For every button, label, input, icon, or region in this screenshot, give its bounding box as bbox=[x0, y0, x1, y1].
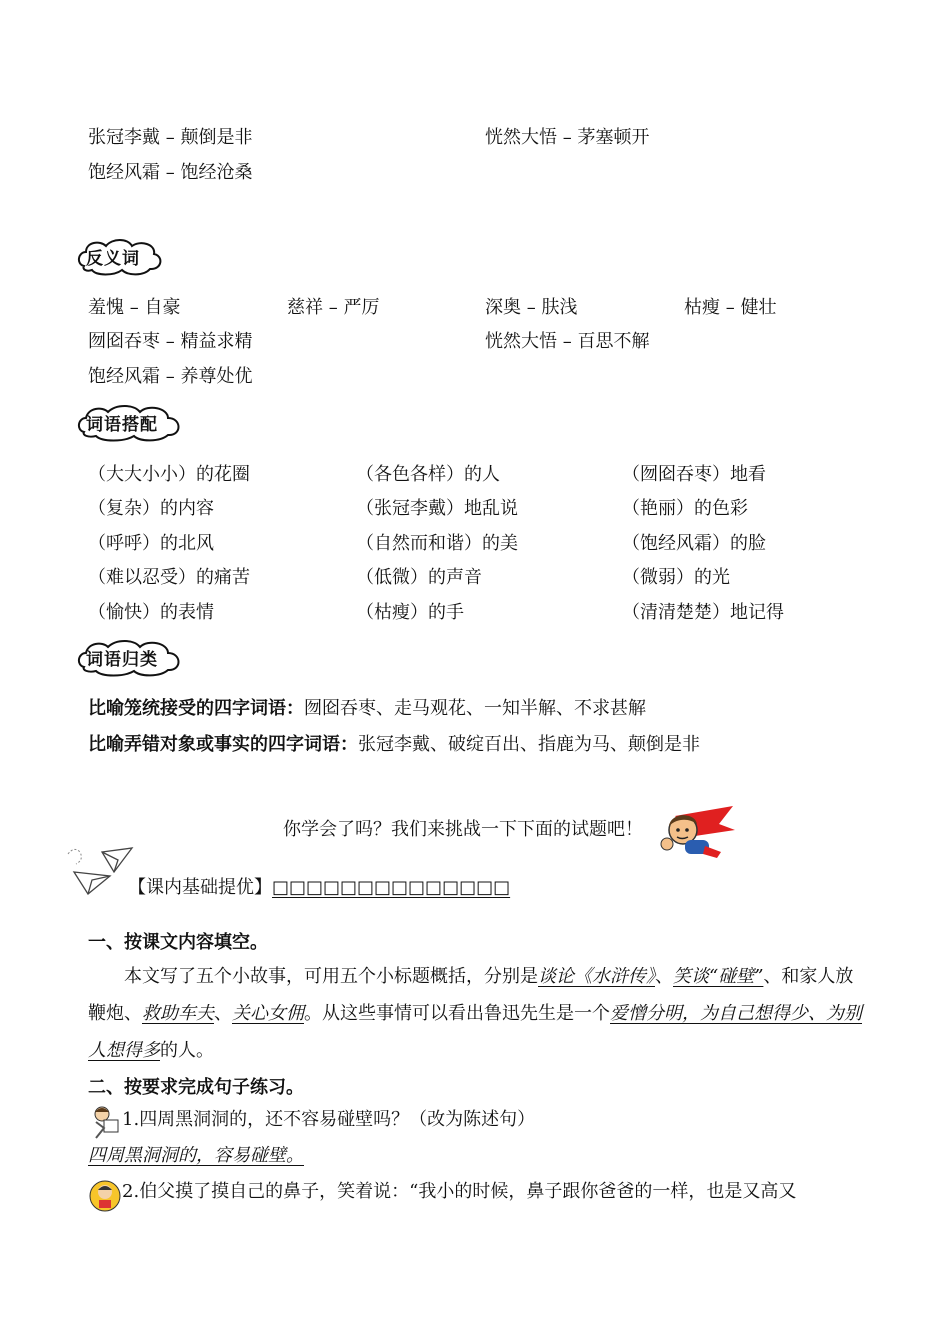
collocation-4-3: （微弱）的光 bbox=[622, 567, 730, 588]
question-2-item-1 bbox=[122, 1108, 535, 1132]
q1-answer-3: 救助车夫 bbox=[142, 1003, 214, 1024]
q2-item-2-text: 伯父摸了摸自己的鼻子，笑着说：“我小的时候，鼻子跟你爸爸的一样，也是又高又 bbox=[139, 1181, 797, 1202]
antonym-1: 羞愧 – 自豪 bbox=[88, 297, 181, 318]
classification-line-1-label: 比喻笼统接受的四字词语： bbox=[88, 698, 304, 719]
classification-line-2 bbox=[88, 733, 700, 757]
collocation-1-1: （大大小小）的花圈 bbox=[88, 464, 250, 485]
synonym-row-1-left: 张冠李戴 – 颠倒是非 bbox=[88, 127, 253, 148]
collocation-5-3: （清清楚楚）地记得 bbox=[622, 602, 784, 623]
section-header bbox=[128, 876, 510, 900]
synonym-row-2-left: 饱经风霜 – 饱经沧桑 bbox=[88, 162, 253, 183]
q1-answer-2: 笑谈“碰壁” bbox=[673, 966, 764, 987]
q1-answer-1: 谈论《水浒传》 bbox=[538, 966, 655, 987]
question-2-item-2 bbox=[122, 1180, 796, 1204]
collocation-5-2: （枯瘦）的手 bbox=[356, 602, 464, 623]
collocation-2-2: （张冠李戴）地乱说 bbox=[356, 498, 518, 519]
collocation-4-2: （低微）的声音 bbox=[356, 567, 482, 588]
question-2-title: 二、按要求完成句子练习。 bbox=[88, 1077, 304, 1098]
section-header-title: □□□□□□□□□□□□□□ bbox=[272, 877, 511, 898]
antonym-3: 深奥 – 肤浅 bbox=[485, 297, 578, 318]
student-avatar-icon bbox=[88, 1178, 122, 1214]
collocation-5-1: （愉快）的表情 bbox=[88, 602, 214, 623]
collocation-4-1: （难以忍受）的痛苦 bbox=[88, 567, 250, 588]
superhero-icon bbox=[655, 800, 737, 862]
q1-text-6: 的人。 bbox=[160, 1040, 214, 1061]
collocation-3-3: （饱经风霜）的脸 bbox=[622, 533, 766, 554]
classification-line-1 bbox=[88, 697, 646, 721]
collocation-2-3: （艳丽）的色彩 bbox=[622, 498, 748, 519]
q1-text-1: 本文写了五个小故事，可用五个小标题概括，分别是 bbox=[124, 966, 538, 987]
student-reading-icon bbox=[88, 1104, 124, 1140]
collocation-2-1: （复杂）的内容 bbox=[88, 498, 214, 519]
synonym-row-1-right: 恍然大悟 – 茅塞顿开 bbox=[485, 127, 650, 148]
collocation-3-1: （呼呼）的北风 bbox=[88, 533, 214, 554]
collocation-heading-cloud bbox=[76, 402, 184, 442]
q1-text-4: 、 bbox=[214, 1003, 232, 1024]
classification-line-2-label: 比喻弄错对象或事实的四字词语： bbox=[88, 734, 358, 755]
collocation-1-3: （囫囵吞枣）地看 bbox=[622, 464, 766, 485]
q1-text-2: 、 bbox=[655, 966, 673, 987]
section-header-bracket: 【课内基础提优】 bbox=[128, 877, 272, 898]
q2-item-1-answer: 四周黑洞洞的，容易碰壁。 bbox=[88, 1145, 304, 1166]
classification-line-2-text: 张冠李戴、破绽百出、指鹿为马、颠倒是非 bbox=[358, 734, 700, 755]
classification-heading: 词语归类 bbox=[86, 650, 158, 670]
q1-text-5: 。从这些事情可以看出鲁迅先生是一个 bbox=[304, 1003, 610, 1024]
antonym-4: 枯瘦 – 健壮 bbox=[684, 297, 777, 318]
classification-heading-cloud bbox=[76, 637, 184, 677]
collocation-3-2: （自然而和谐）的美 bbox=[356, 533, 518, 554]
antonym-5: 囫囵吞枣 – 精益求精 bbox=[88, 331, 253, 352]
antonym-6: 恍然大悟 – 百思不解 bbox=[485, 331, 650, 352]
antonym-2: 慈祥 – 严厉 bbox=[287, 297, 380, 318]
q2-item-1-text: 四周黑洞洞的，还不容易碰壁吗？（改为陈述句） bbox=[139, 1109, 536, 1130]
paper-plane-icon bbox=[66, 842, 136, 896]
classification-line-1-text: 囫囵吞枣、走马观花、一知半解、不求甚解 bbox=[304, 698, 646, 719]
antonym-heading-cloud bbox=[76, 236, 164, 276]
q2-item-2-number: 2. bbox=[122, 1181, 140, 1202]
collocation-heading: 词语搭配 bbox=[86, 415, 158, 435]
q1-answer-5: 爱憎分明，为自己想得少、为别人想得多 bbox=[88, 1003, 862, 1061]
question-1-paragraph bbox=[88, 958, 868, 1069]
q1-text-3: 、和家人放鞭炮、 bbox=[88, 966, 854, 1024]
antonym-heading: 反义词 bbox=[86, 249, 140, 269]
question-1-title: 一、按课文内容填空。 bbox=[88, 932, 268, 953]
q2-item-1-number: 1. bbox=[122, 1109, 140, 1130]
q1-answer-4: 关心女佣 bbox=[232, 1003, 304, 1024]
collocation-1-2: （各色各样）的人 bbox=[356, 464, 500, 485]
challenge-text: 你学会了吗？我们来挑战一下下面的试题吧！ bbox=[283, 819, 643, 840]
antonym-7: 饱经风霜 – 养尊处优 bbox=[88, 366, 253, 387]
